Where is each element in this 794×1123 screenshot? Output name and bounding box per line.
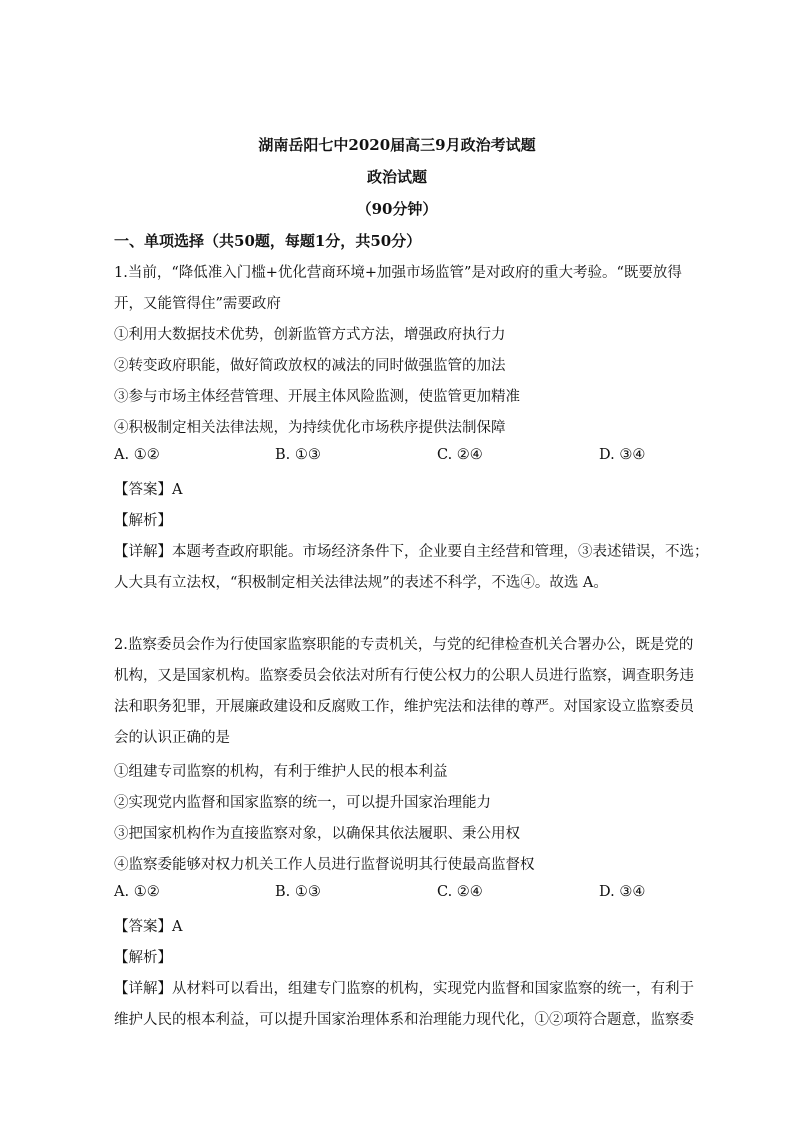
section-heading: 一、单项选择（共50题，每题1分，共50分） xyxy=(114,232,422,250)
q1-detail-line1: 【详解】本题考查政府职能。市场经济条件下，企业要自主经营和管理，③表述错误，不选； xyxy=(114,544,709,560)
exam-duration: （90分钟） xyxy=(356,200,438,218)
q1-item-1: ①利用大数据技术优势，创新监管方式方法，增强政府执行力 xyxy=(114,327,506,343)
q1-detail-line2: 人大具有立法权，“积极制定相关法律法规”的表述不科学，不选④。故选 A。 xyxy=(114,575,608,591)
q1-option-c: C. ②④ xyxy=(437,447,483,463)
q1-analysis-label: 【解析】 xyxy=(114,513,172,529)
q1-option-a: A. ①② xyxy=(114,447,160,463)
exam-title: 湖南岳阳七中2020届高三9月政治考试题 xyxy=(258,136,536,154)
q1-stem-line1: 1.当前，“降低准入门槛+优化营商环境+加强市场监管”是对政府的重大考验。“既要放得 xyxy=(114,265,682,281)
q2-option-a: A. ①② xyxy=(114,884,160,900)
q2-option-d: D. ③④ xyxy=(599,884,646,900)
q2-item-3: ③把国家机构作为直接监察对象，以确保其依法履职、秉公用权 xyxy=(114,826,520,842)
q2-item-4: ④监察委能够对权力机关工作人员进行监督说明其行使最高监督权 xyxy=(114,857,535,873)
q1-item-2: ②转变政府职能，做好简政放权的减法的同时做强监管的加法 xyxy=(114,358,506,374)
exam-subtitle: 政治试题 xyxy=(366,168,427,186)
q2-stem-line4: 会的认识正确的是 xyxy=(114,730,230,746)
q1-item-4: ④积极制定相关法律法规，为持续优化市场秩序提供法制保障 xyxy=(114,420,506,436)
q2-option-c: C. ②④ xyxy=(437,884,483,900)
q2-item-1: ①组建专司监察的机构，有利于维护人民的根本利益 xyxy=(114,764,448,780)
q2-stem-line1: 2.监察委员会作为行使国家监察职能的专责机关，与党的纪律检查机关合署办公，既是党的 xyxy=(114,637,694,653)
q2-item-2: ②实现党内监督和国家监察的统一，可以提升国家治理能力 xyxy=(114,795,491,811)
q1-item-3: ③参与市场主体经营管理、开展主体风险监测，使监管更加精准 xyxy=(114,389,520,405)
q2-analysis-label: 【解析】 xyxy=(114,950,172,966)
q2-option-b: B. ①③ xyxy=(275,884,321,900)
q2-detail-line1: 【详解】从材料可以看出，组建专门监察的机构，实现党内监督和国家监察的统一，有利于 xyxy=(114,981,694,997)
q2-detail-line2: 维护人民的根本利益，可以提升国家治理体系和治理能力现代化，①②项符合题意，监察委 xyxy=(114,1012,694,1028)
q1-option-b: B. ①③ xyxy=(275,447,321,463)
q1-stem-line2: 开，又能管得住”需要政府 xyxy=(114,296,281,312)
q1-option-d: D. ③④ xyxy=(599,447,646,463)
q2-stem-line3: 法和职务犯罪，开展廉政建设和反腐败工作，维护宪法和法律的尊严。对国家设立监察委员 xyxy=(114,699,694,715)
q1-answer: 【答案】A xyxy=(114,482,183,498)
q2-stem-line2: 机构，又是国家机构。监察委员会依法对所有行使公权力的公职人员进行监察，调查职务违 xyxy=(114,668,694,684)
q2-answer: 【答案】A xyxy=(114,919,183,935)
